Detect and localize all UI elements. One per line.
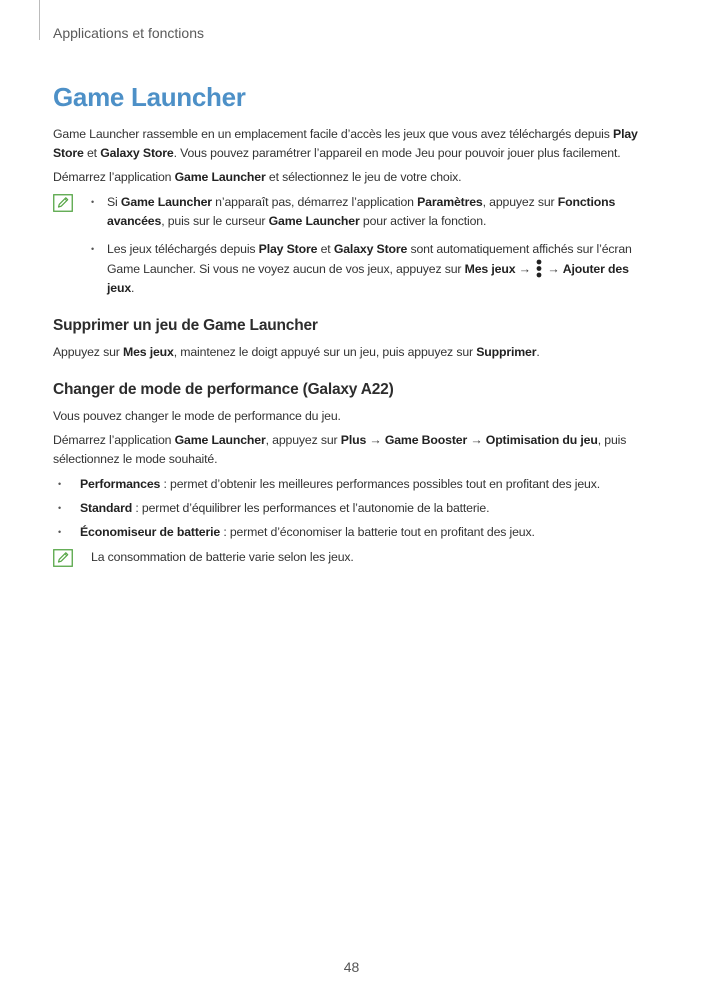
running-header: Applications et fonctions (53, 25, 204, 41)
list-item: • Standard : permet d’équilibrer les performances et l’autonomie de la batterie. (53, 499, 645, 518)
list-item: • Performances : permet d’obtenir les meilleures performances possibles tout en profitant des jeux. (53, 475, 645, 494)
page-number: 48 (343, 959, 360, 975)
margin-rule (39, 0, 40, 40)
note-box-1 (53, 193, 645, 298)
more-options-icon (536, 259, 542, 278)
performance-paragraph-2: Démarrez l’application Game Launcher, appuyez sur Plus → Game Booster → Optimisation du jeu, puis sélectionnez le mode souhaité. (53, 433, 627, 466)
note-box-2 (53, 548, 645, 567)
note-text: La consommation de batterie varie selon les jeux. (91, 550, 354, 564)
intro-paragraph-2: Démarrez l’application Game Launcher et sélectionnez le jeu de votre choix. (53, 170, 462, 184)
list-item: • Économiseur de batterie : permet d’économiser la batterie tout en profitant des jeux. (53, 523, 645, 542)
note-icon (53, 549, 73, 567)
section-heading-delete: Supprimer un jeu de Game Launcher (53, 317, 318, 334)
delete-paragraph: Appuyez sur Mes jeux, maintenez le doigt appuyé sur un jeu, puis appuyez sur Supprimer. (53, 345, 540, 359)
note-item: • Les jeux téléchargés depuis Play Store et Galaxy Store sont automatiquement affichés sur l’écran Game Launcher. Si vous ne voyez aucun de vos jeux, appuyez sur Mes jeux → → Ajouter des jeux. (91, 240, 645, 298)
page-body (53, 125, 645, 572)
note-list (91, 193, 645, 298)
performance-paragraph-1: Vous pouvez changer le mode de performance du jeu. (53, 409, 341, 423)
page-title: Game Launcher (53, 82, 246, 112)
section-heading-performance: Changer de mode de performance (Galaxy A22) (53, 381, 394, 398)
note-icon (53, 194, 73, 212)
performance-mode-list (53, 475, 645, 542)
note-item: • Si Game Launcher n’apparaît pas, démarrez l’application Paramètres, appuyez sur Fonctions avancées, puis sur le curseur Game Launcher pour activer la fonction. (91, 193, 645, 231)
intro-paragraph-1: Game Launcher rassemble en un emplacement facile d’accès les jeux que vous avez téléchargés depuis Play Store et Galaxy Store. Vous pouvez paramétrer l’appareil en mode Jeu pour pouvoir jouer plus facilement. (53, 127, 638, 160)
